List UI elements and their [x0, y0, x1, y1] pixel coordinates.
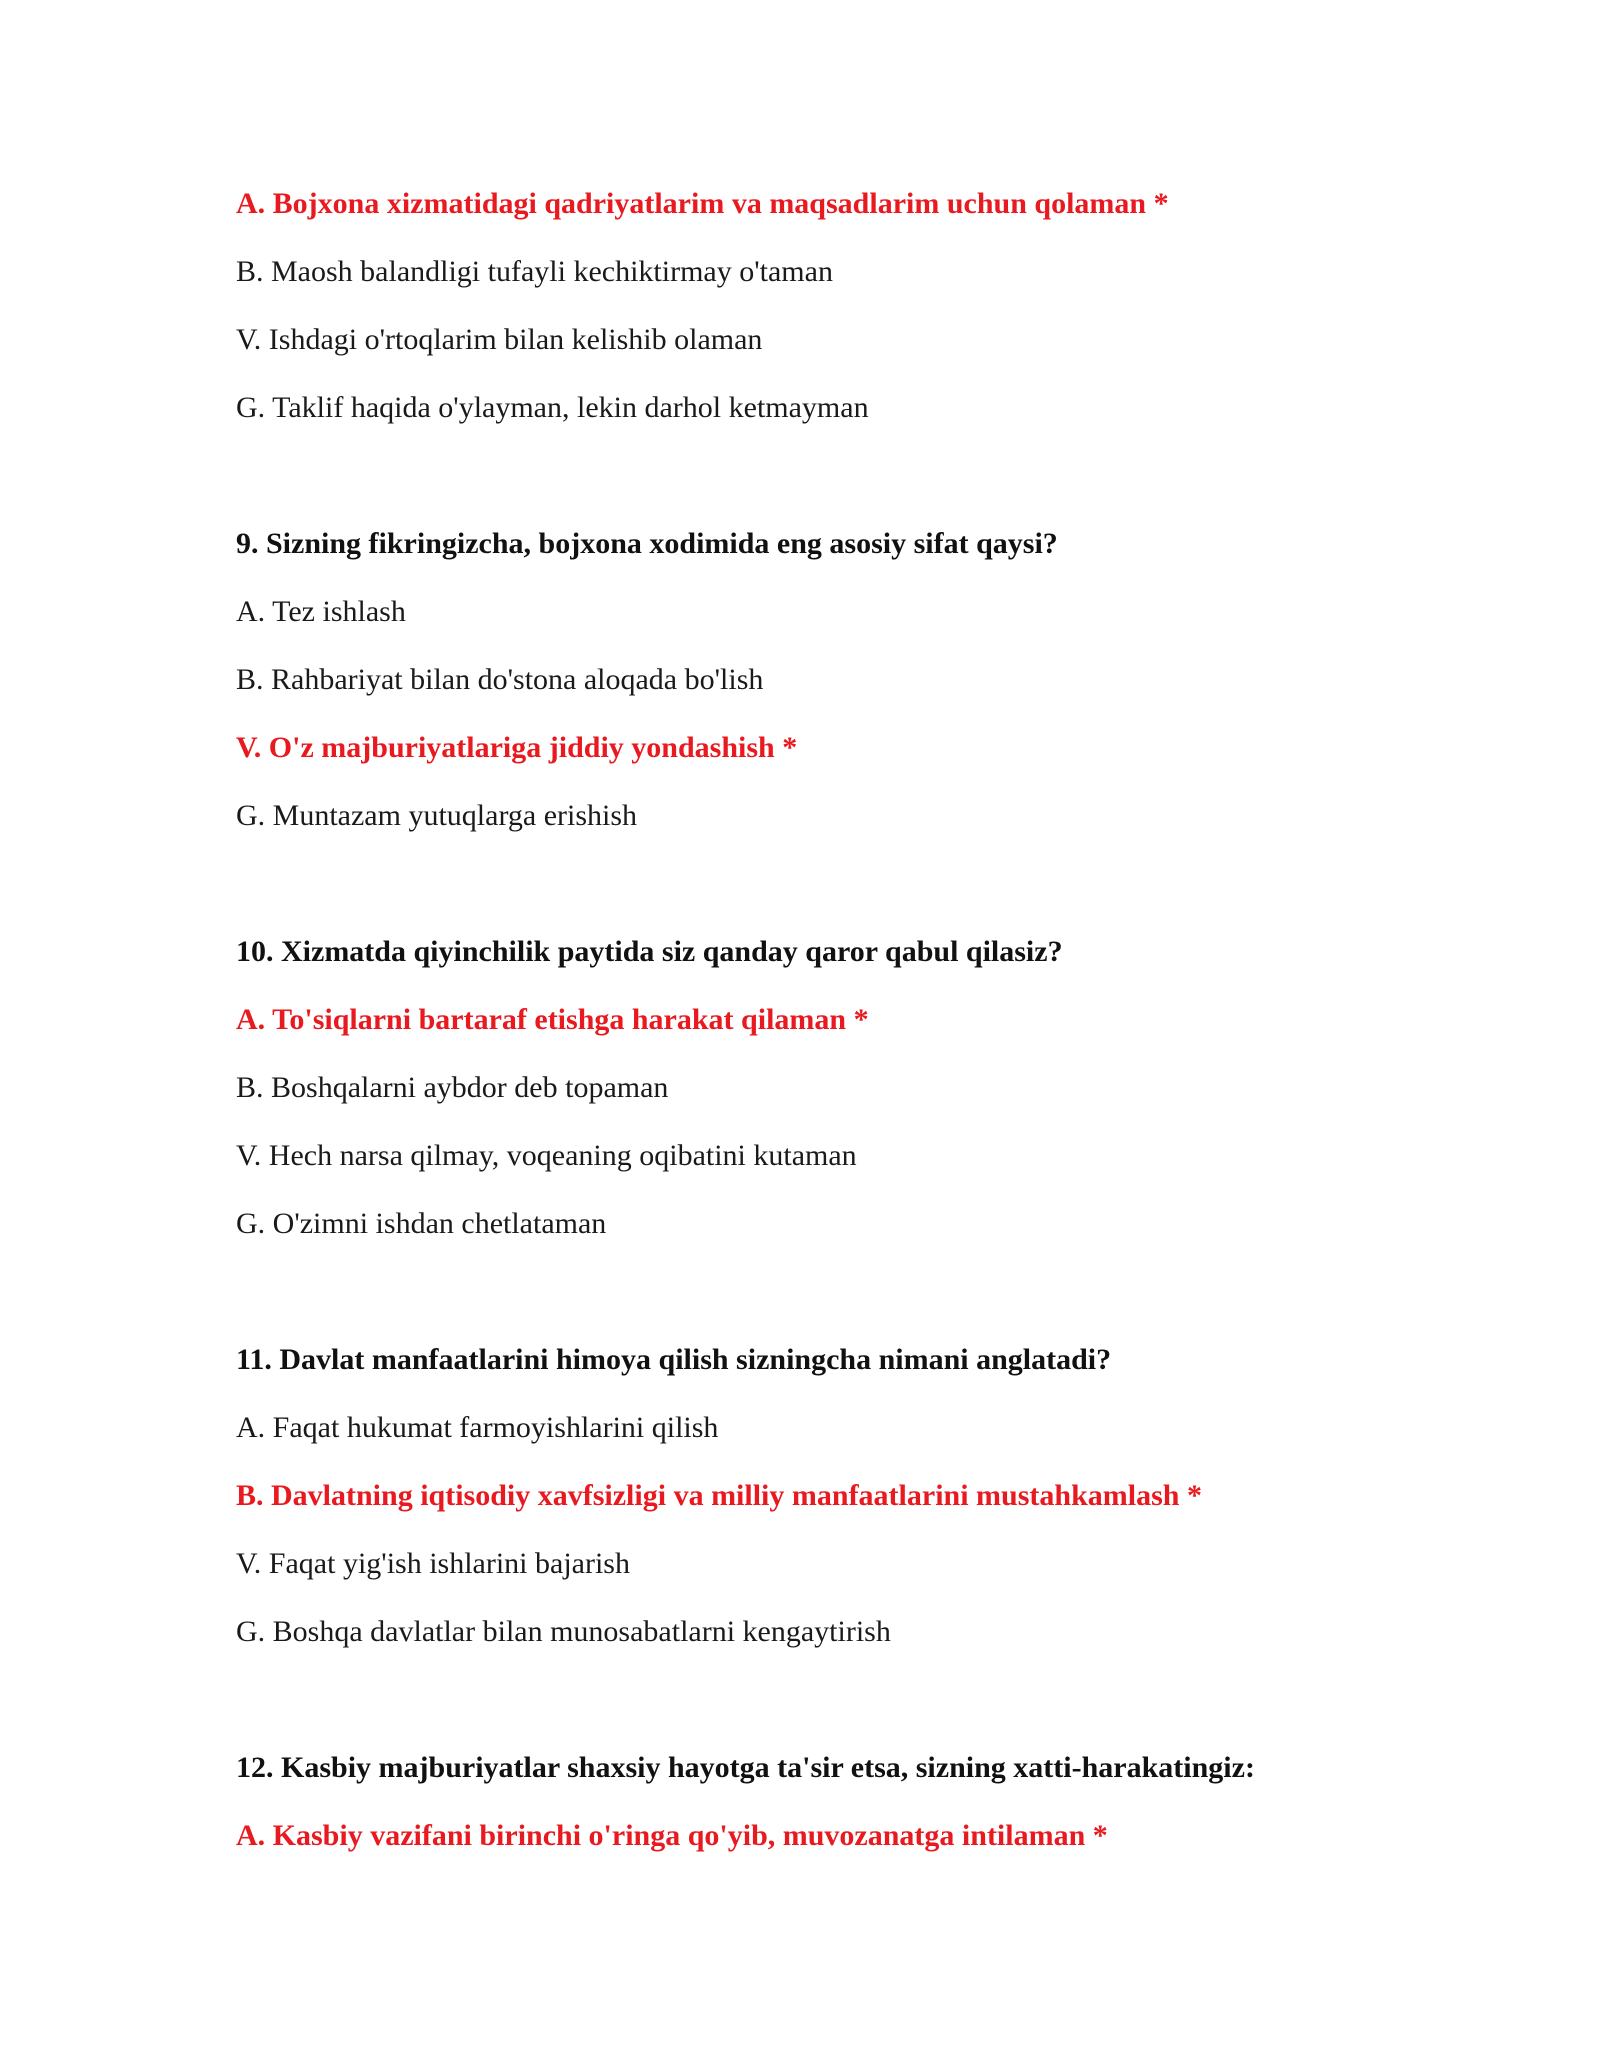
option-10-g: G. O'zimni ishdan chetlataman: [236, 1207, 607, 1240]
option-9-v: V. O'z majburiyatlariga jiddiy yondashish *: [236, 731, 798, 764]
question-9: 9. Sizning fikringizcha, bojxona xodimida eng asosiy sifat qaysi?: [236, 527, 1058, 560]
option-11-g: G. Boshqa davlatlar bilan munosabatlarni kengaytirish: [236, 1615, 891, 1648]
option-10-b: B. Boshqalarni aybdor deb topaman: [236, 1071, 669, 1104]
quiz-content: [236, 186, 1416, 1854]
option-11-b: B. Davlatning iqtisodiy xavfsizligi va milliy manfaatlarini mustahkamlash *: [236, 1479, 1202, 1512]
option-9-g: G. Muntazam yutuqlarga erishish: [236, 799, 638, 832]
option-9-b: B. Rahbariyat bilan do'stona aloqada bo'lish: [236, 663, 764, 696]
option-12-a: A. Kasbiy vazifani birinchi o'ringa qo'yib, muvozanatga intilaman *: [236, 1819, 1108, 1852]
option-10-a: A. To'siqlarni bartaraf etishga harakat qilaman *: [236, 1003, 869, 1036]
question-12: 12. Kasbiy majburiyatlar shaxsiy hayotga ta'sir etsa, sizning xatti-harakatingiz:: [236, 1751, 1255, 1784]
question-10: 10. Xizmatda qiyinchilik paytida siz qanday qaror qabul qilasiz?: [236, 935, 1063, 968]
option-8-g: G. Taklif haqida o'ylayman, lekin darhol ketmayman: [236, 391, 869, 424]
option-8-a: A. Bojxona xizmatidagi qadriyatlarim va maqsadlarim uchun qolaman *: [236, 187, 1169, 220]
option-10-v: V. Hech narsa qilmay, voqeaning oqibatini kutaman: [236, 1139, 857, 1172]
question-11: 11. Davlat manfaatlarini himoya qilish sizningcha nimani anglatadi?: [236, 1343, 1112, 1376]
option-8-b: B. Maosh balandligi tufayli kechiktirmay o'taman: [236, 255, 833, 288]
option-11-a: A. Faqat hukumat farmoyishlarini qilish: [236, 1411, 719, 1444]
option-9-a: A. Tez ishlash: [236, 595, 406, 628]
option-11-v: V. Faqat yig'ish ishlarini bajarish: [236, 1547, 630, 1580]
option-8-v: V. Ishdagi o'rtoqlarim bilan kelishib olaman: [236, 323, 763, 356]
